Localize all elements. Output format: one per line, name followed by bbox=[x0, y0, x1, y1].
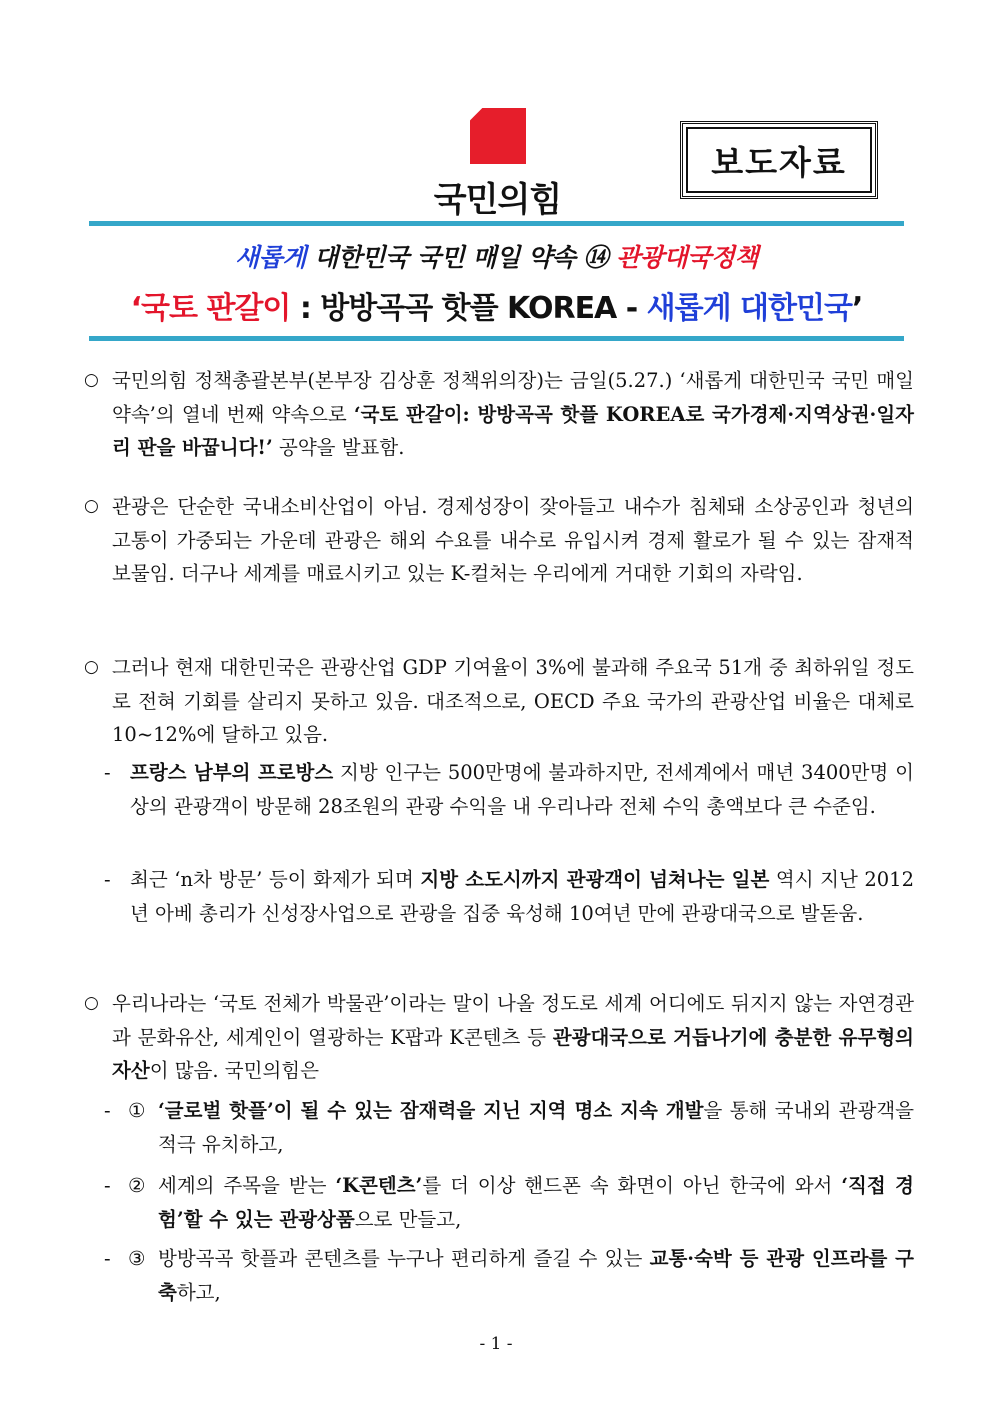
numbered-item-1-bold: ‘글로벌 핫플’이 될 수 있는 잠재력을 지닌 지역 명소 지속 개발 bbox=[158, 1099, 704, 1122]
paragraph-1 bbox=[84, 364, 914, 465]
subtitle-part3: 관광대국정책 bbox=[616, 243, 759, 272]
paragraph-3-text: 그러나 현재 대한민국은 관광산업 GDP 기여율이 3%에 불과해 주요국 51개 중 최하위일 정도로 전혀 기회를 살리지 못하고 있음. 대조적으로, OECD 주요 국가의 관광산업 비율은 대체로 10~12%에 달하고 있음. bbox=[112, 656, 914, 746]
headline-part2: : 방방곡곡 핫플 KOREA - bbox=[290, 291, 647, 326]
sub-item-japan-text: 최근 ‘n차 방문’ 등이 화제가 되며 bbox=[130, 868, 421, 891]
press-release-box bbox=[680, 121, 878, 199]
dash-marker: - bbox=[104, 868, 111, 891]
sub-item-provence-bold: 프랑스 남부의 프로방스 bbox=[130, 761, 334, 784]
press-release-label: 보도자료 bbox=[711, 142, 847, 182]
header-rule-bottom bbox=[89, 336, 904, 341]
paragraph-4 bbox=[84, 987, 914, 1088]
headline-part3: 새롭게 대한민국 bbox=[646, 291, 852, 326]
paragraph-2-text: 관광은 단순한 국내소비산업이 아님. 경제성장이 잦아들고 내수가 침체돼 소상공인과 청년의 고통이 가중되는 가운데 관광은 해외 수요를 내수로 유입시켜 경제 활로가 될 수 있는 잠재적 보물임. 더구나 세계를 매료시키고 있는 K-컬처는 우리에게 거대한 기회의 자락임. bbox=[112, 495, 914, 585]
page-number: - 1 - bbox=[479, 1334, 513, 1354]
numbered-item-3-text-end: 하고, bbox=[176, 1280, 221, 1304]
paragraph-2 bbox=[84, 490, 914, 591]
paragraph-4-text-end: 이 많음. 국민의힘은 bbox=[149, 1059, 319, 1082]
subtitle bbox=[89, 238, 904, 274]
paragraph-1-text-end: 공약을 발표함. bbox=[272, 436, 405, 459]
subtitle-part2: 대한민국 국민 매일 약속 ⑭ bbox=[305, 243, 617, 272]
circled-number-3: ③ bbox=[128, 1247, 146, 1270]
subtitle-part1: 새롭게 bbox=[234, 243, 306, 272]
numbered-item-3-text: 방방곡곡 핫플과 콘텐츠를 누구나 편리하게 즐길 수 있는 bbox=[158, 1247, 650, 1270]
bullet-icon: ○ bbox=[84, 657, 99, 677]
party-logo bbox=[430, 108, 565, 220]
paragraph-4-bold: 관광대국으로 거듭나기에 충분한 유무형의 자산 bbox=[112, 1025, 914, 1082]
sub-item-provence bbox=[104, 756, 914, 823]
header-rule-top bbox=[89, 221, 904, 226]
headline-part4: ’ bbox=[851, 291, 863, 326]
party-logo-text: 국민의힘 bbox=[433, 180, 562, 220]
bullet-icon: ○ bbox=[84, 993, 99, 1013]
numbered-item-1-text: 을 통해 국내외 관광객을 적극 유치하고, bbox=[158, 1099, 915, 1156]
party-logo-mark-icon bbox=[470, 108, 526, 164]
circled-number-2: ② bbox=[128, 1174, 146, 1197]
numbered-item-3-bold: 교통·숙박 등 관광 인프라를 구축 bbox=[158, 1247, 914, 1304]
numbered-item-2-bold: ‘K콘텐츠’ bbox=[335, 1174, 423, 1197]
numbered-item-2-text-end: 으로 만들고, bbox=[354, 1207, 462, 1231]
sub-item-japan-text-end: 역시 지난 2012년 아베 총리가 신성장사업으로 관광을 집중 육성해 10여년 만에 관광대국으로 발돋움. bbox=[130, 868, 914, 925]
paragraph-1-bold: ‘국토 판갈이: 방방곡곡 핫플 KOREA로 국가경제·지역상권·일자리 판을 바꿉니다!’ bbox=[112, 402, 914, 459]
paragraph-3 bbox=[84, 651, 914, 752]
numbered-item-2 bbox=[104, 1169, 914, 1236]
sub-item-japan-bold: 지방 소도시까지 관광객이 넘쳐나는 일본 bbox=[420, 868, 770, 891]
bullet-icon: ○ bbox=[84, 370, 99, 390]
numbered-item-2-bold-2: ‘직접 경험’할 수 있는 관광상품 bbox=[158, 1174, 915, 1231]
headline-part1: ‘국토 판갈이 bbox=[130, 291, 291, 326]
headline bbox=[89, 283, 904, 327]
circled-number-1: ① bbox=[128, 1099, 146, 1122]
dash-marker: - bbox=[104, 761, 111, 784]
numbered-item-2-text-mid: 를 더 이상 핸드폰 속 화면이 아닌 한국에 와서 bbox=[422, 1174, 842, 1197]
paragraph-4-text: 우리나라는 ‘국토 전체가 박물관’이라는 말이 나올 정도로 세계 어디에도 뒤지지 않는 자연경관과 문화유산, 세계인이 열광하는 K팝과 K콘텐츠 등 bbox=[112, 992, 914, 1049]
dash-marker: - bbox=[104, 1099, 111, 1122]
sub-item-provence-text: 지방 인구는 500만명에 불과하지만, 전세계에서 매년 3400만명 이상의 관광객이 방문해 28조원의 관광 수익을 내 우리나라 전체 수익 총액보다 큰 수준임. bbox=[130, 761, 914, 818]
numbered-item-3 bbox=[104, 1242, 914, 1309]
paragraph-1-text: 국민의힘 정책총괄본부(본부장 김상훈 정책위의장)는 금일(5.27.) ‘새롭게 대한민국 국민 매일 약속’의 열네 번째 약속으로 bbox=[112, 369, 914, 426]
bullet-icon: ○ bbox=[84, 496, 99, 516]
numbered-item-2-text: 세계의 주목을 받는 bbox=[158, 1174, 336, 1197]
numbered-item-1 bbox=[104, 1094, 914, 1161]
dash-marker: - bbox=[104, 1247, 111, 1270]
sub-item-japan bbox=[104, 863, 914, 930]
dash-marker: - bbox=[104, 1174, 111, 1197]
